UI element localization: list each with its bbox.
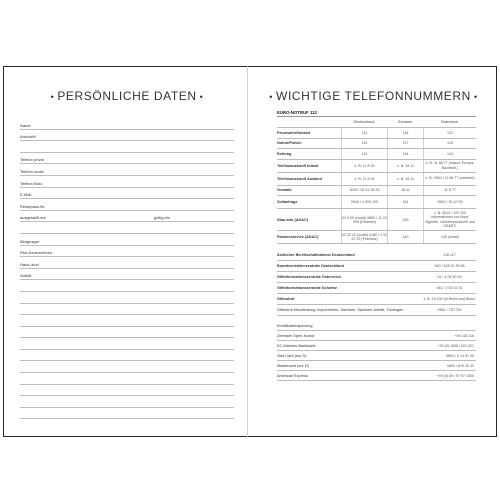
number-switzerland — [387, 128, 423, 138]
number-text: 11 8 77 — [444, 188, 456, 193]
form-line — [20, 408, 234, 420]
number-austria — [423, 231, 476, 243]
number-germany — [341, 160, 387, 172]
card-label: Zentraler Sperr-Notruf — [277, 333, 315, 338]
form-line — [20, 280, 234, 292]
card-number: +49 116 116 — [454, 333, 474, 338]
field-label: E-Mail — [20, 192, 32, 198]
number-austria — [423, 128, 476, 138]
number-austria — [423, 149, 476, 159]
service-name: Vorwahl — [277, 188, 292, 193]
field-label: Reisepass-Nr. — [20, 203, 46, 209]
number-text: z. B. 0900 / 11 88 77 (weltweit) — [425, 176, 475, 181]
number-austria — [423, 139, 476, 149]
form-line — [20, 304, 234, 316]
form-line — [20, 164, 234, 176]
form-line — [20, 315, 234, 327]
service-number: z. B. 19 240 (in Berlin und Bonn) — [423, 296, 476, 301]
phone-row — [277, 139, 476, 150]
form-line — [20, 373, 234, 385]
number-switzerland — [387, 149, 423, 159]
service-number: 116 117 — [443, 252, 456, 257]
form-line — [20, 396, 234, 408]
number-text: 144 — [447, 151, 453, 156]
form-line — [20, 338, 234, 350]
card-number: 0800 / 8 14 91 00 — [446, 353, 474, 358]
form-line — [20, 350, 234, 362]
number-text: z. B. 18 11 — [397, 163, 414, 168]
form-line — [20, 385, 234, 397]
field-label: Telefon privat — [20, 157, 44, 163]
number-text: 0810 / 20 10 20 — [437, 199, 463, 204]
number-text: 22 4 99 (mobil) 0800 / 11 22 499 (Festnetz) — [342, 215, 387, 224]
field-label: ausgestellt am — [20, 215, 46, 221]
form-line — [20, 141, 234, 153]
field-label: Telefon Büro — [20, 180, 43, 186]
number-switzerland — [387, 186, 423, 196]
number-text: 112 — [361, 151, 368, 156]
number-text: 22 22 22 (mobil) 0180 / 2 22 22 22 (Festnetz) — [342, 233, 387, 241]
number-switzerland — [387, 209, 423, 230]
number-germany — [341, 149, 387, 159]
number-text: 0049 / 4 300 100 — [351, 200, 378, 204]
form-line — [20, 257, 234, 269]
service-label: Giftnotruf — [277, 297, 295, 301]
number-text: 161 — [402, 200, 409, 204]
form-line — [20, 211, 234, 223]
number-austria — [423, 209, 476, 230]
number-switzerland — [387, 173, 423, 185]
number-text: z. B. 0810 / 120 120 Informationen zur Maut, Vignette, Verkehrsauskunft und ÖAMTC — [425, 210, 475, 228]
card-row — [277, 341, 476, 351]
personal-data-page — [4, 67, 250, 436]
form-line — [20, 222, 234, 234]
country-header — [277, 117, 476, 128]
card-number: +49 (0) 1805 / 021 021 — [437, 343, 474, 348]
field-label: Notfall — [20, 273, 32, 279]
number-text: 133 — [447, 141, 453, 146]
service-name: Notruf/Polizei — [277, 141, 302, 146]
card-row — [277, 361, 476, 371]
card-row — [277, 371, 476, 381]
card-number: +49 (0) 69 / 97 97 1000 — [436, 373, 474, 378]
organizer-spread — [3, 66, 497, 437]
number-text: 140 — [402, 235, 409, 239]
book-spine — [247, 66, 248, 437]
service-label: Giftinformationszentrale Österreich — [277, 275, 341, 279]
card-row — [277, 331, 476, 341]
personal-data-title: • PERSÖNLICHE DATEN • — [50, 89, 204, 103]
number-austria — [423, 173, 476, 185]
number-switzerland — [387, 139, 423, 149]
card-number: 0800 / 819 10 40 — [447, 363, 474, 368]
form-line — [20, 153, 234, 165]
service-label: Giftnotruf Mecklenburg-Vorpommern, Sachsen, Sachsen-Anhalt, Thüringen — [277, 308, 404, 312]
phone-row — [277, 209, 476, 231]
phone-row — [277, 186, 476, 197]
number-text: 18 11 — [401, 188, 410, 193]
service-row — [277, 250, 476, 261]
number-austria — [423, 196, 476, 208]
number-text: 120 (mobil) — [441, 234, 459, 239]
number-text: 163 — [402, 217, 409, 222]
form-line — [20, 188, 234, 200]
form-line — [20, 269, 234, 281]
card-label: EC-Maestro-Bankkarte — [277, 343, 316, 348]
field-label: Blutgruppe — [20, 238, 40, 244]
number-text: 117 — [402, 141, 409, 146]
card-title-label: Kreditkartensperrung — [277, 323, 313, 328]
number-austria — [423, 186, 476, 196]
number-text: 110 — [361, 141, 368, 146]
form-line — [20, 176, 234, 188]
number-germany — [341, 231, 387, 243]
number-text: z. B. 11 8 33 — [354, 163, 375, 168]
service-number: 01 / 4 06 43 43 — [437, 274, 462, 279]
field-label: Pkw-Kennzeichen — [20, 250, 53, 256]
number-text: z. B. 18 11 — [397, 176, 414, 181]
phone-row — [277, 160, 476, 173]
number-text: 122 — [447, 130, 453, 135]
service-name: Telefonauskunft Ausland — [277, 176, 322, 181]
number-germany — [341, 173, 387, 185]
form-line — [20, 292, 234, 304]
form-line — [20, 130, 234, 142]
column-germany: Deutschland — [353, 120, 375, 124]
number-germany — [341, 186, 387, 196]
field-label: Anschrift — [20, 134, 36, 140]
number-text: 112 — [361, 130, 368, 135]
euro-emergency-label: EURO-NOTRUF 112 — [277, 109, 476, 117]
service-name: Stau-Info (ADAC) — [277, 217, 309, 222]
number-switzerland — [387, 160, 423, 172]
service-number: 040 / 428 51 39 98 — [434, 263, 465, 268]
phone-table — [277, 109, 476, 381]
card-label: American Express — [277, 373, 308, 378]
field-label: gültig bis — [154, 215, 170, 221]
form-line — [20, 361, 234, 373]
phone-numbers-title: • WICHTIGE TELEFONNUMMERN • — [269, 89, 478, 103]
service-name: Rettung — [277, 151, 292, 156]
form-line — [20, 246, 234, 258]
service-row — [277, 261, 476, 272]
form-line — [20, 199, 234, 211]
column-switzerland: Schweiz — [397, 120, 413, 124]
number-austria — [423, 160, 476, 172]
service-row — [277, 305, 476, 316]
number-germany — [341, 196, 387, 208]
number-text: z. B. 11 8 34 — [354, 176, 375, 181]
card-label: Mastercard (nur D) — [277, 363, 309, 368]
service-row — [277, 294, 476, 305]
number-switzerland — [387, 231, 423, 243]
service-label: Giftinformationszentrale Schweiz — [277, 286, 337, 290]
phone-row — [277, 196, 476, 209]
form-line — [20, 118, 234, 130]
service-row — [277, 283, 476, 294]
number-text: 0049 / 00 41 56 33 — [349, 188, 380, 193]
service-number: 0361 / 730 730 — [437, 307, 462, 312]
service-name: Zollanfrage — [277, 200, 298, 204]
service-name: Pannenservice (ADAC) — [277, 235, 319, 239]
card-label: Visa Card (nur D) — [277, 353, 307, 358]
phone-row — [277, 128, 476, 139]
number-switzerland — [387, 196, 423, 208]
service-label: Ärztlicher Bereitschaftsdienst Deutschland — [277, 253, 355, 257]
service-row — [277, 272, 476, 283]
number-text: 144 — [402, 151, 409, 156]
form-line — [20, 327, 234, 339]
phone-row — [277, 149, 476, 160]
number-germany — [341, 128, 387, 138]
service-name: Feuerwehr/Notarzt — [277, 130, 311, 135]
card-section-title — [277, 321, 476, 331]
phone-row — [277, 173, 476, 186]
phone-row — [277, 231, 476, 244]
column-austria: Österreich — [440, 120, 459, 124]
field-label: Haus-/Arzt — [20, 261, 39, 267]
phone-numbers-page — [251, 67, 496, 436]
card-row — [277, 351, 476, 361]
number-text: 118 — [402, 130, 409, 135]
number-text: z. B. 11 88 77 (Inland, Europa, Nachbarl.) — [425, 161, 475, 170]
service-number: 044 / 2 51 51 51 — [436, 285, 463, 290]
service-label: Brandverletztenzentrale Deutschland — [277, 264, 344, 268]
number-germany — [341, 139, 387, 149]
personal-data-lines — [20, 118, 234, 419]
service-name: Telefonauskunft Inland — [277, 163, 319, 168]
form-line — [20, 234, 234, 246]
field-label: Telefon mobil — [20, 168, 44, 174]
field-label: Name — [20, 122, 31, 128]
number-germany — [341, 209, 387, 230]
